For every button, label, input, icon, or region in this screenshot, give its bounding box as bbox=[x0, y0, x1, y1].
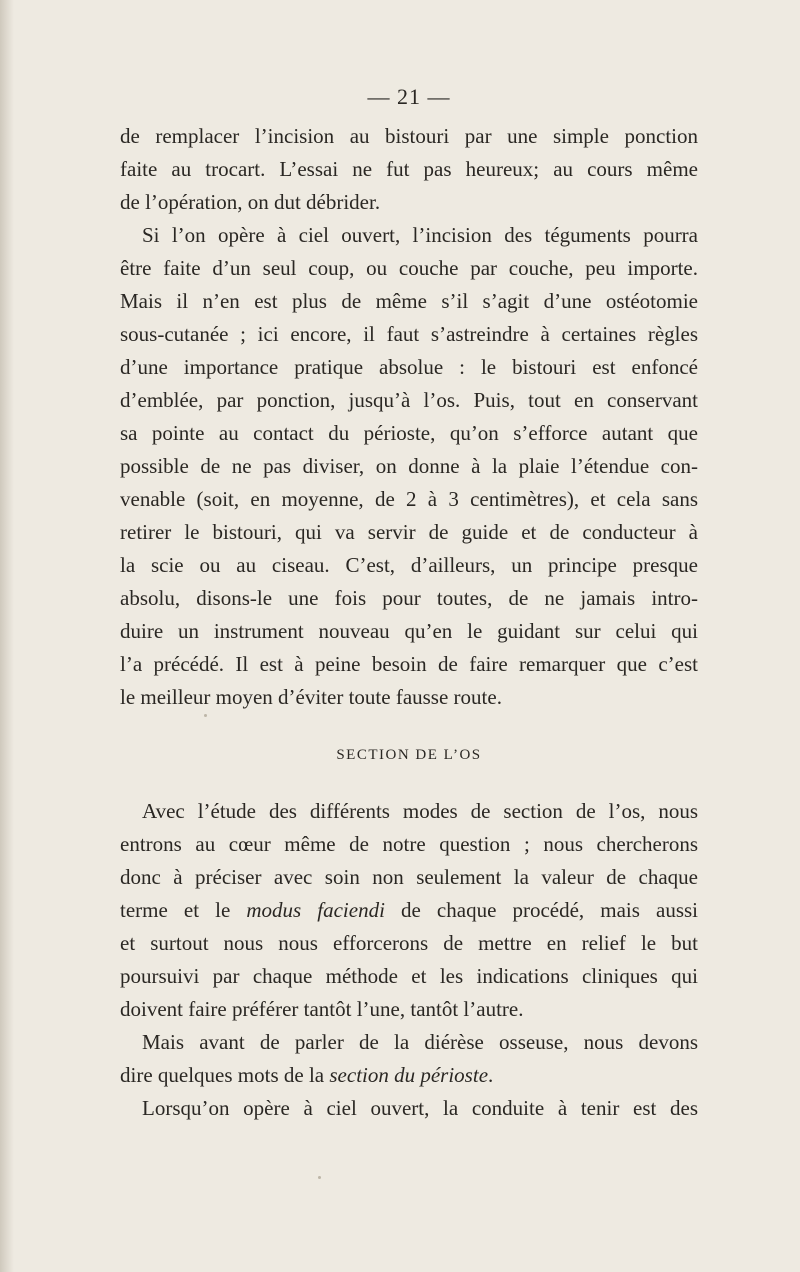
text-line: Lorsqu’on opère à ciel ouvert, la conduite à tenir est des bbox=[142, 1096, 698, 1120]
section-heading: SECTION DE L’OS bbox=[336, 747, 482, 763]
text-line bbox=[120, 894, 698, 927]
text-line: sa pointe au contact du périoste, qu’on s’efforce autant que bbox=[120, 421, 698, 445]
text-line: la scie ou au ciseau. C’est, d’ailleurs, un principe presque bbox=[120, 553, 698, 577]
paragraph-5 bbox=[120, 1092, 698, 1125]
italic-term: section du périoste bbox=[329, 1063, 489, 1087]
text-line: Si l’on opère à ciel ouvert, l’incision des téguments pourra bbox=[142, 223, 698, 247]
text-line: poursuivi par chaque méthode et les indications cliniques qui bbox=[120, 964, 698, 988]
text-line: de l’opération, on dut débrider. bbox=[120, 190, 381, 214]
text-line: faite au trocart. L’essai ne fut pas heureux; au cours même bbox=[120, 157, 698, 181]
page-number: — 21 — bbox=[367, 84, 451, 109]
text-line: donc à préciser avec soin non seulement la valeur de chaque bbox=[120, 865, 698, 889]
text-line: venable (soit, en moyenne, de 2 à 3 centimètres), et cela sans bbox=[120, 487, 698, 511]
text-segment: terme et le bbox=[120, 898, 247, 922]
text-line: entrons au cœur même de notre question ; nous chercherons bbox=[120, 832, 698, 856]
paragraph-2 bbox=[120, 219, 698, 714]
text-segment: de chaque procédé, mais aussi bbox=[384, 898, 698, 922]
text-line: doivent faire préférer tantôt l’une, tantôt l’autre. bbox=[120, 997, 524, 1021]
text-line: absolu, disons-le une fois pour toutes, de ne jamais intro- bbox=[120, 586, 698, 610]
text-segment: . bbox=[488, 1063, 494, 1087]
paragraph-1 bbox=[120, 120, 698, 219]
text-line: l’a précédé. Il est à peine besoin de faire remarquer que c’est bbox=[120, 652, 698, 676]
text-line: être faite d’un seul coup, ou couche par couche, peu importe. bbox=[120, 256, 698, 280]
text-line: retirer le bistouri, qui va servir de guide et de conducteur à bbox=[120, 520, 698, 544]
paragraph-3 bbox=[120, 795, 698, 1026]
page-binding-edge bbox=[0, 0, 14, 1272]
book-page bbox=[120, 84, 698, 1125]
text-line: d’emblée, par ponction, jusqu’à l’os. Puis, tout en conservant bbox=[120, 388, 698, 412]
text-line: d’une importance pratique absolue : le bistouri est enfoncé bbox=[120, 355, 698, 379]
text-line: le meilleur moyen d’éviter toute fausse route. bbox=[120, 685, 502, 709]
text-line: duire un instrument nouveau qu’en le guidant sur celui qui bbox=[120, 619, 698, 643]
text-line: de remplacer l’incision au bistouri par une simple ponction bbox=[120, 124, 698, 148]
text-line: Avec l’étude des différents modes de section de l’os, nous bbox=[142, 799, 698, 823]
italic-term: modus faciendi bbox=[246, 898, 385, 922]
paragraph-4 bbox=[120, 1026, 698, 1092]
text-line: Mais avant de parler de la diérèse osseuse, nous devons bbox=[142, 1030, 698, 1054]
text-line: et surtout nous nous efforcerons de mettre en relief le but bbox=[120, 931, 698, 955]
text-line: Mais il n’en est plus de même s’il s’agit d’une ostéotomie bbox=[120, 289, 698, 313]
paper-speck bbox=[318, 1176, 321, 1179]
text-segment: dire quelques mots de la bbox=[120, 1063, 330, 1087]
text-line bbox=[120, 1059, 698, 1092]
text-line: sous-cutanée ; ici encore, il faut s’astreindre à certaines règles bbox=[120, 322, 698, 346]
text-line: possible de ne pas diviser, on donne à la plaie l’étendue con- bbox=[120, 454, 698, 478]
